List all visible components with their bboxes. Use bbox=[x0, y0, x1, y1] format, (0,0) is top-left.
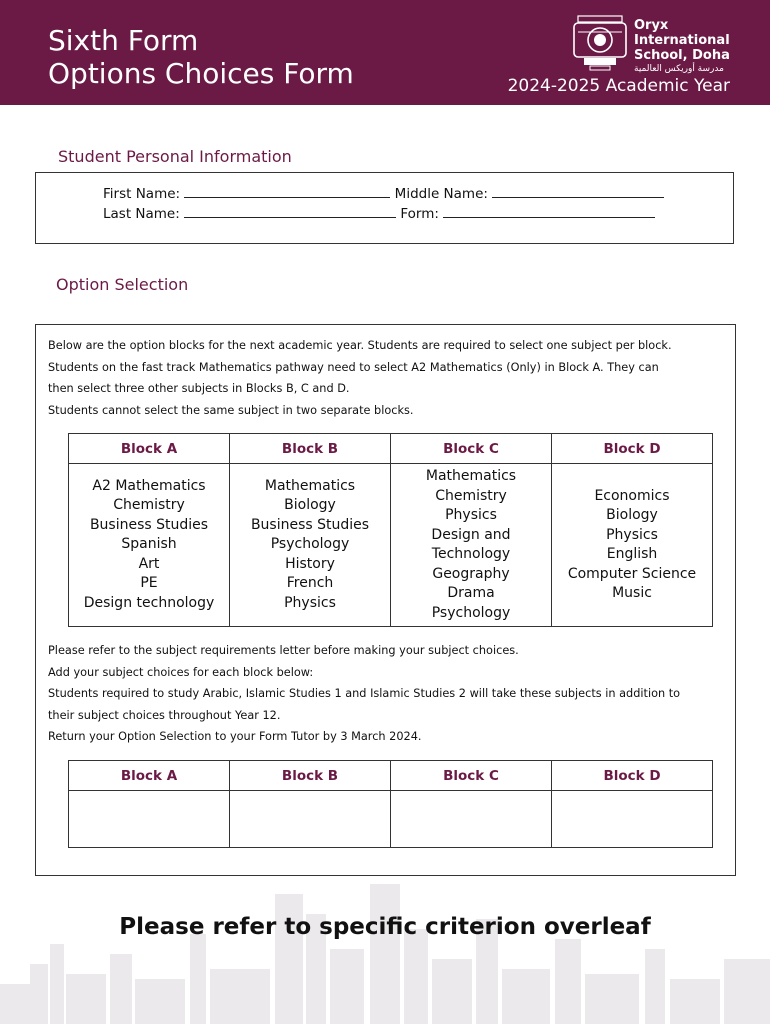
form-title bbox=[48, 24, 354, 90]
school-name-arabic: مدرسة أوريكس العالمية bbox=[634, 64, 724, 74]
middle-name-label: Middle Name: bbox=[394, 186, 488, 202]
overleaf-note: Please refer to specific criterion overleaf bbox=[119, 914, 651, 940]
skyline-watermark bbox=[0, 874, 770, 1024]
school-name: Oryx International School, Doha مدرسة أوريكس العالمية bbox=[634, 18, 730, 74]
block-c-header: Block C bbox=[391, 434, 552, 464]
choice-block-a-field[interactable] bbox=[69, 791, 230, 848]
academic-year: 2024-2025 Academic Year bbox=[507, 76, 730, 96]
name-row-2 bbox=[103, 205, 655, 222]
block-b-subjects: Mathematics Biology Business Studies Psychology History French Physics bbox=[230, 464, 391, 627]
last-name-label: Last Name: bbox=[103, 206, 180, 222]
name-row-1 bbox=[103, 185, 664, 202]
school-crest-logo bbox=[572, 14, 628, 72]
choice-block-a-header: Block A bbox=[69, 761, 230, 791]
choice-block-b-field[interactable] bbox=[230, 791, 391, 848]
choice-block-d-header: Block D bbox=[552, 761, 713, 791]
title-line-2: Options Choices Form bbox=[48, 57, 354, 90]
form-label: Form: bbox=[400, 206, 439, 222]
form-field[interactable] bbox=[443, 205, 655, 218]
first-name-field[interactable] bbox=[184, 185, 390, 198]
choice-block-c-field[interactable] bbox=[391, 791, 552, 848]
block-a-subjects: A2 Mathematics Chemistry Business Studies Spanish Art PE Design technology bbox=[69, 464, 230, 627]
block-b-header: Block B bbox=[230, 434, 391, 464]
last-name-field[interactable] bbox=[184, 205, 396, 218]
intro-text: Below are the option blocks for the next academic year. Students are required to select one subject per block. Students on the fast track Mathematics pathway need to select A2 Mathematics (Only) in Block A. They can then select three other subjects in Blocks B, C and D. Students cannot select the same subject in two separate blocks. bbox=[48, 339, 672, 417]
option-blocks-table bbox=[68, 433, 713, 627]
instructions-text: Please refer to the subject requirements letter before making your subject choices. Add your subject choices for each block below: Students required to study Arabic, Islamic Studies 1 and Islamic Studies 2 will take these subjects in addition to their subject choices throughout Year 12. Return your Option Selection to your Form Tutor by 3 March 2024. bbox=[48, 644, 681, 743]
block-a-header: Block A bbox=[69, 434, 230, 464]
choice-block-b-header: Block B bbox=[230, 761, 391, 791]
personal-info-box bbox=[35, 172, 734, 244]
block-d-subjects: Economics Biology Physics English Computer Science Music bbox=[552, 464, 713, 627]
choice-block-d-field[interactable] bbox=[552, 791, 713, 848]
first-name-label: First Name: bbox=[103, 186, 181, 202]
option-selection-heading: Option Selection bbox=[56, 275, 189, 294]
title-line-1: Sixth Form bbox=[48, 24, 199, 57]
choices-table bbox=[68, 760, 713, 848]
middle-name-field[interactable] bbox=[492, 185, 664, 198]
block-c-subjects: Mathematics Chemistry Physics Design and Technology Geography Drama Psychology bbox=[391, 464, 552, 627]
choice-block-c-header: Block C bbox=[391, 761, 552, 791]
personal-info-heading: Student Personal Information bbox=[58, 147, 292, 166]
header-banner bbox=[0, 0, 770, 105]
block-d-header: Block D bbox=[552, 434, 713, 464]
